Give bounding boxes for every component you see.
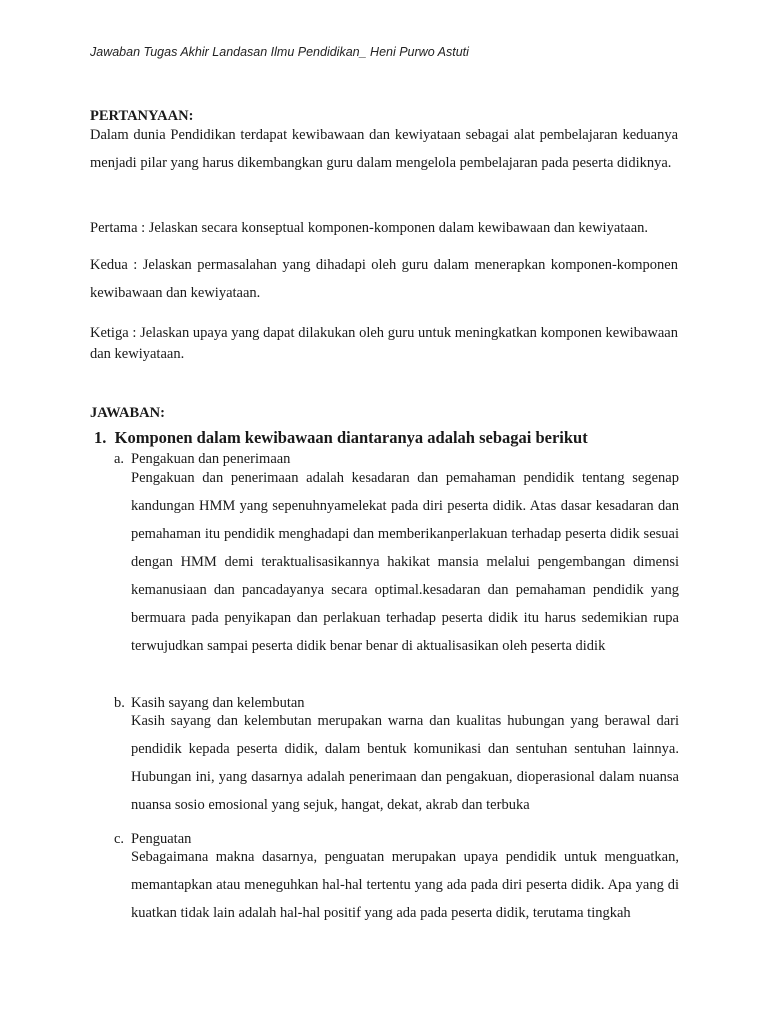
list-marker: b. [114,695,125,711]
answer-1-title: Komponen dalam kewibawaan diantaranya adalah sebagai berikut [114,428,588,447]
answer-heading: JAWABAN: [90,405,165,421]
list-item-c-body [131,843,679,927]
question-1: Pertama : Jelaskan secara konseptual komponen-komponen dalam kewibawaan dan kewiyataan. [90,220,649,236]
list-item-text: Kasih sayang dan kelembutan merupakan warna dan kualitas hubungan yang berawal dari pendidik kepada peserta didik, dalam bentuk komunikasi dan sentuhan sentuhan lainnya. Hubungan ini, yang dasarnya adalah penerimaan dan pengakuan, dioperasional dalam nuansa nuansa sosio emosional yang sejuk, hangat, dekat, akrab dan terbuka [131,713,679,813]
question-2: Kedua : Jelaskan permasalahan yang dihadapi oleh guru dalam menerapkan komponen-komponen kewibawaan dan kewiyataan. [90,257,678,301]
list-item-b-body [131,707,679,819]
list-item-title: Kasih sayang dan kelembutan [131,695,305,711]
list-item-title: Pengakuan dan penerimaan [131,451,291,467]
answer-1-number: 1. [94,428,107,447]
list-marker: c. [114,831,125,847]
list-item-title: Penguatan [131,831,192,847]
list-marker: a. [114,451,125,467]
question-intro: Dalam dunia Pendidikan terdapat kewibawaan dan kewiyataan sebagai alat pembelajaran keduanya menjadi pilar yang harus dikembangkan guru dalam mengelola pembelajaran pada peserta didiknya. [90,127,678,171]
question-3: Ketiga : Jelaskan upaya yang dapat dilakukan oleh guru untuk meningkatkan komponen kewibawaan dan kewiyataan. [90,325,678,362]
question-heading: PERTANYAAN: [90,108,194,124]
list-item-a-body [131,464,679,660]
answer-1-heading [94,428,588,448]
page-header: Jawaban Tugas Akhir Landasan Ilmu Pendidikan_ Heni Purwo Astuti [90,45,469,59]
list-item-text: Sebagaimana makna dasarnya, penguatan merupakan upaya pendidik untuk menguatkan, memantapkan atau meneguhkan hal-hal tertentu yang ada pada diri peserta didik. Apa yang di kuatkan tidak lain adalah hal-hal positif yang ada pada peserta didik, terutama tingkah [131,849,679,921]
list-item-text: Pengakuan dan penerimaan adalah kesadaran dan pemahaman pendidik tentang segenap kandungan HMM yang sepenuhnyamelekat pada diri peserta didik. Atas dasar kesadaran dan pemahaman itu pendidik menghadapi dan memberikanperlakuan terhadap peserta didik sesuai dengan HMM demi teraktualisasikannya hakikat mansia melalui pengembangan dimensi kemanusiaan dan pancadayanya secara optimal.kesadaran dan pemahaman pendidik yang bermuara pada penyikapan dan perlakuan terhadap peserta didik itu harus sedemikian rupa terwujudkan sampai peserta didik benar benar di aktualisasikan oleh peserta didik [131,470,679,654]
